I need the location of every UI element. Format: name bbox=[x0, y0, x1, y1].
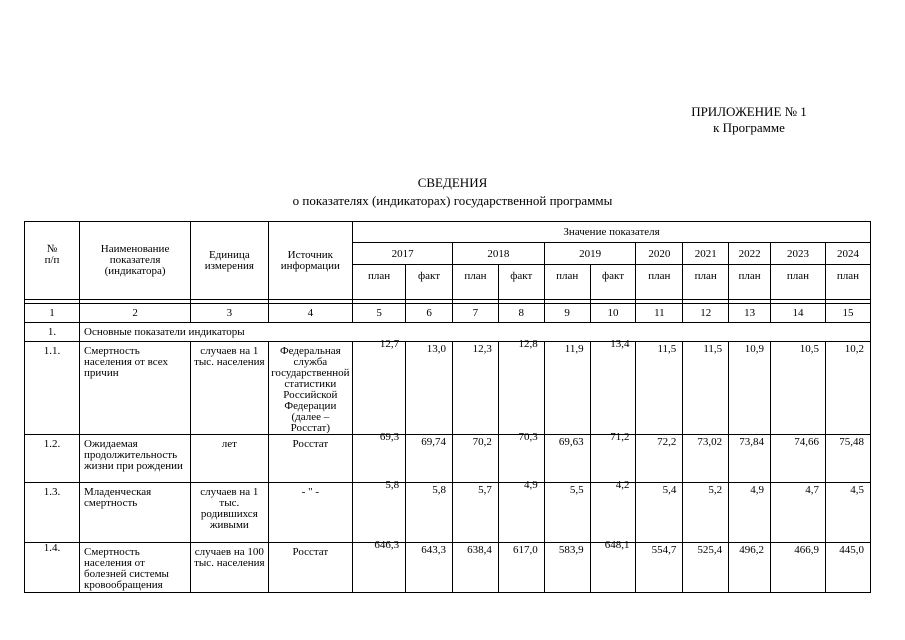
row-name: Смертность населения от всех причин bbox=[80, 342, 191, 435]
column-number: 11 bbox=[636, 304, 683, 323]
row-value: 69,3 bbox=[353, 432, 406, 480]
row-value: 4,9 bbox=[498, 480, 544, 540]
row-value: 4,7 bbox=[770, 483, 825, 543]
row-number: 1.2. bbox=[25, 435, 80, 483]
row-value: 646,3 bbox=[353, 540, 406, 590]
header-year-2021: 2021 bbox=[683, 243, 729, 265]
header-plan: план bbox=[636, 265, 683, 300]
header-plan: план bbox=[353, 265, 406, 300]
header-values-group: Значение показателя bbox=[353, 222, 871, 243]
row-value: 73,02 bbox=[683, 435, 729, 483]
row-value: 70,3 bbox=[498, 432, 544, 480]
row-value: 638,4 bbox=[453, 543, 499, 593]
header-year-2022: 2022 bbox=[729, 243, 771, 265]
row-value: 11,5 bbox=[683, 342, 729, 435]
header-year-2020: 2020 bbox=[636, 243, 683, 265]
row-value: 5,8 bbox=[406, 483, 453, 543]
row-value: 13,0 bbox=[406, 342, 453, 435]
header-year-2019: 2019 bbox=[544, 243, 636, 265]
row-source: Росстат bbox=[268, 435, 353, 483]
row-value: 643,3 bbox=[406, 543, 453, 593]
column-number: 15 bbox=[825, 304, 870, 323]
section-row bbox=[25, 323, 871, 342]
table-row bbox=[25, 435, 871, 483]
row-value: 525,4 bbox=[683, 543, 729, 593]
column-number: 5 bbox=[353, 304, 406, 323]
row-value: 73,84 bbox=[729, 435, 771, 483]
column-number: 14 bbox=[770, 304, 825, 323]
row-value: 5,2 bbox=[683, 483, 729, 543]
header-fact: факт bbox=[406, 265, 453, 300]
row-source: Федеральная служба государственной статистики Российской Федерации (далее – Росстат) bbox=[268, 342, 353, 435]
header-source: Источник информации bbox=[268, 222, 353, 300]
column-number: 1 bbox=[25, 304, 80, 323]
header-plan: план bbox=[770, 265, 825, 300]
header-year-2017: 2017 bbox=[353, 243, 453, 265]
row-unit: лет bbox=[191, 435, 268, 483]
row-value: 4,9 bbox=[729, 483, 771, 543]
row-value: 583,9 bbox=[544, 543, 590, 593]
header-unit: Единица измерения bbox=[191, 222, 268, 300]
row-name: Младенческая смертность bbox=[80, 483, 191, 543]
header-plan: план bbox=[729, 265, 771, 300]
row-value: 11,5 bbox=[636, 342, 683, 435]
row-source: Росстат bbox=[268, 543, 353, 593]
row-value: 71,2 bbox=[590, 432, 636, 480]
row-unit: случаев на 1 тыс. населения bbox=[191, 342, 268, 435]
column-number: 4 bbox=[268, 304, 353, 323]
row-name: Ожидаемая продолжительность жизни при рождении bbox=[80, 435, 191, 483]
header-plan: план bbox=[825, 265, 870, 300]
header-name: Наименование показателя (индикатора) bbox=[80, 222, 191, 300]
row-value: 10,2 bbox=[825, 342, 870, 435]
appendix-block bbox=[659, 104, 839, 136]
header-fact: факт bbox=[498, 265, 544, 300]
row-value: 13,4 bbox=[590, 339, 636, 432]
row-source: - " - bbox=[268, 483, 353, 543]
section-label: Основные показатели индикаторы bbox=[80, 323, 871, 342]
row-value: 74,66 bbox=[770, 435, 825, 483]
row-value: 4,2 bbox=[590, 480, 636, 540]
column-number: 8 bbox=[498, 304, 544, 323]
row-value: 75,48 bbox=[825, 435, 870, 483]
row-value: 69,63 bbox=[544, 435, 590, 483]
column-number: 6 bbox=[406, 304, 453, 323]
column-number: 3 bbox=[191, 304, 268, 323]
header-year-2023: 2023 bbox=[770, 243, 825, 265]
column-number: 10 bbox=[590, 304, 636, 323]
column-number: 13 bbox=[729, 304, 771, 323]
row-value: 4,5 bbox=[825, 483, 870, 543]
appendix-number: ПРИЛОЖЕНИЕ № 1 bbox=[691, 104, 807, 119]
row-value: 10,5 bbox=[770, 342, 825, 435]
header-year-2018: 2018 bbox=[453, 243, 545, 265]
header-plan: план bbox=[453, 265, 499, 300]
row-number: 1.4. bbox=[25, 543, 80, 593]
row-value: 445,0 bbox=[825, 543, 870, 593]
row-value: 617,0 bbox=[498, 543, 544, 593]
header-fact: факт bbox=[590, 265, 636, 300]
table-row bbox=[25, 342, 871, 435]
row-value: 69,74 bbox=[406, 435, 453, 483]
row-value: 5,5 bbox=[544, 483, 590, 543]
row-number: 1.3. bbox=[25, 483, 80, 543]
row-value: 12,7 bbox=[353, 339, 406, 432]
header-plan: план bbox=[683, 265, 729, 300]
row-value: 5,8 bbox=[353, 480, 406, 540]
table-row bbox=[25, 543, 871, 593]
column-number: 12 bbox=[683, 304, 729, 323]
row-value: 72,2 bbox=[636, 435, 683, 483]
row-number: 1.1. bbox=[25, 342, 80, 435]
row-unit: случаев на 1 тыс. родившихся живыми bbox=[191, 483, 268, 543]
column-numbers-row bbox=[25, 304, 871, 323]
row-value: 554,7 bbox=[636, 543, 683, 593]
title-heading: СВЕДЕНИЯ bbox=[417, 175, 488, 190]
indicators-table bbox=[24, 221, 871, 593]
row-value: 466,9 bbox=[770, 543, 825, 593]
row-name: Смертность населения от болезней системы кровообращения bbox=[80, 543, 191, 593]
header-year-2024: 2024 bbox=[825, 243, 870, 265]
appendix-reference: к Программе bbox=[713, 120, 785, 135]
section-number: 1. bbox=[25, 323, 80, 342]
row-value: 5,7 bbox=[453, 483, 499, 543]
column-number: 9 bbox=[544, 304, 590, 323]
row-value: 70,2 bbox=[453, 435, 499, 483]
row-value: 12,8 bbox=[498, 339, 544, 432]
row-unit: случаев на 100 тыс. населения bbox=[191, 543, 268, 593]
header-num: № п/п bbox=[25, 222, 80, 300]
row-value: 648,1 bbox=[590, 540, 636, 590]
row-value: 5,4 bbox=[636, 483, 683, 543]
row-value: 11,9 bbox=[544, 342, 590, 435]
column-number: 7 bbox=[453, 304, 499, 323]
document-title bbox=[0, 174, 905, 210]
title-subheading: о показателях (индикаторах) государственной программы bbox=[292, 193, 613, 208]
table-row bbox=[25, 483, 871, 543]
row-value: 496,2 bbox=[729, 543, 771, 593]
row-value: 12,3 bbox=[453, 342, 499, 435]
header-plan: план bbox=[544, 265, 590, 300]
row-value: 10,9 bbox=[729, 342, 771, 435]
column-number: 2 bbox=[80, 304, 191, 323]
